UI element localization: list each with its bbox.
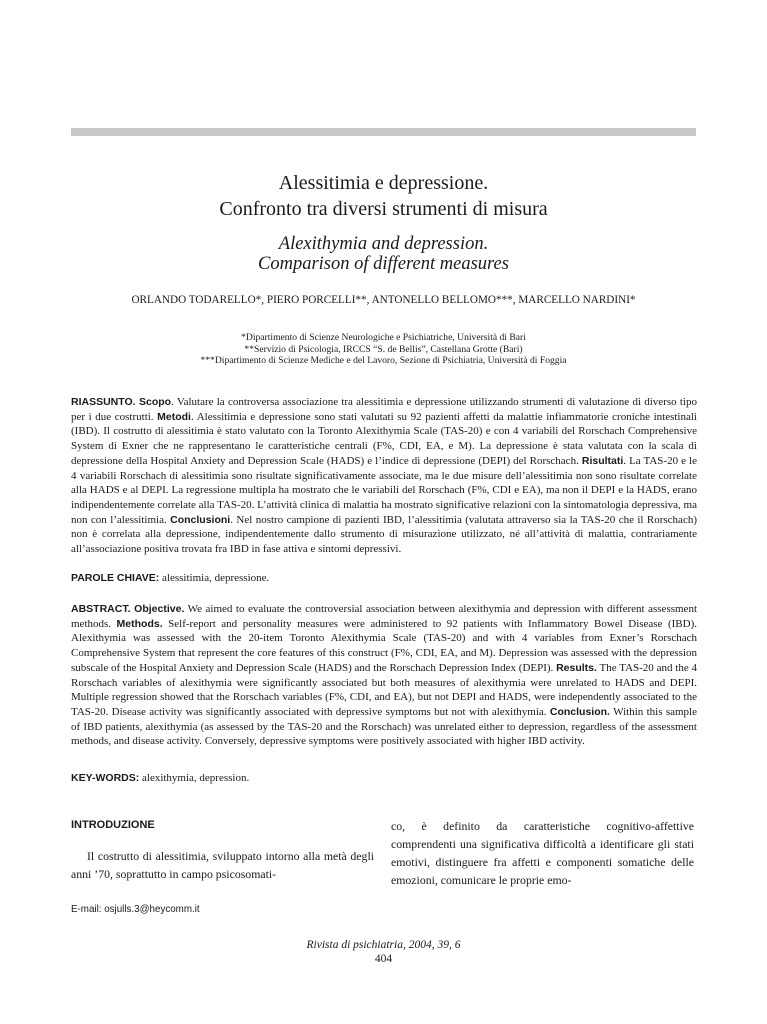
parole-chiave-text: alessitimia, depressione. — [159, 572, 270, 584]
abstract-conclusion-label: Conclusion. — [549, 705, 610, 718]
intro-left-column — [71, 847, 374, 883]
key-words-text: alexithymia, depression. — [139, 772, 250, 784]
title-en-line-1: Alexithymia and depression. — [278, 234, 489, 254]
affiliation-2: **Servizio di Psicologia, IRCCS “S. de Bellis”, Castellana Grotte (Bari) — [244, 343, 523, 355]
abstract-results-text: The TAS-20 and the 4 Rorschach variables of alexithymia were significantly associated but both measures of alexithymia were unrelated to HADS and DEPI. Multiple regression showed that the Rorschach variables (F%, CDI, and EA), but not DEPI and HADS, were independently associated to the TAS-20. Disease activity was significantly associated with depressive symptoms but not with alexithymia. — [71, 661, 697, 718]
riassunto-scopo-text: . Valutare la controversa associazione tra alessitimia e depressione utilizzando strumenti di valutazione di diverso tipo per i due costrutti. — [71, 396, 697, 423]
abstract-objective-label: ABSTRACT. Objective. — [71, 603, 185, 615]
journal-citation: Rivista di psichiatria, 2004, 39, 6 — [306, 939, 461, 951]
riassunto-scopo-label: RIASSUNTO. Scopo — [71, 396, 172, 408]
title-it-line-1: Alessitimia e depressione. — [278, 172, 489, 194]
riassunto-paragraph — [71, 395, 697, 557]
riassunto-risultati-text: . La TAS-20 e le 4 variabili Rorschach di alessitimia sono risultate significativamente associate, ma le due misure dell’alessitimia non sono risultate correlate alla HADS e al DEPI. La regressione multipla ha mostrato che le variabili del Rorschach (F%, CDI e EA), ma non il DEPI e la HADS, erano indipendentemente correlate alla TAS-20. L’attività clinica di malattia ha mostrato significative relazioni con la sintomatologia depressiva, ma non con l’alessitimia. — [71, 454, 697, 526]
abstract-conclusion-text: Within this sample of IBD patients, alexithymia (as assessed by the TAS-20 and the Rorschach) was unrelated either to depression, regardless of the assessment methods, and disease activity. Conversely, depressive symptoms were positively associated with higher IBD activity. — [71, 705, 697, 748]
riassunto-conclusioni-label: Conclusioni — [170, 513, 231, 526]
author-list: ORLANDO TODARELLO*, PIERO PORCELLI**, ANTONELLO BELLOMO***, MARCELLO NARDINI* — [131, 294, 636, 306]
abstract-objective-text: We aimed to evaluate the controversial association between alexithymia and depression with different assessment methods. — [71, 603, 697, 630]
title-en-line-2: Comparison of different measures — [258, 254, 509, 274]
section-heading-introduzione: INTRODUZIONE — [71, 819, 155, 831]
abstract-methods-text: Self-report and personality measures were administered to 92 patients with Inflammatory Bowel Disease (IBD). Alexithymia was assessed with the 20-item Toronto Alexithymia Scale (TAS-20) and with 4 variables from Exner’s Rorschach Comprehensive System that represent the core features of this construct (F%, CDI, EA, and M). Depression was assessed with the depression subscale of the Hospital Anxiety and Depression Scale (HADS) and the Rorschach Depression Index (DEPI). — [71, 617, 698, 674]
article-title-italian — [40, 170, 727, 222]
title-it-line-2: Confronto tra diversi strumenti di misura — [219, 198, 548, 220]
intro-left-text: Il costrutto di alessitimia, sviluppato intorno alla metà degli anni ’70, soprattutto in campo psicosomati- — [71, 849, 374, 881]
parole-chiave — [71, 571, 697, 585]
abstract-methods-label: Methods. — [116, 617, 163, 630]
intro-right-column: co, è definito da caratteristiche cognitivo-affettive comprendenti una significativa difficoltà a identificare gli stati emotivi, distinguere fra affetti e componenti somatiche delle emozioni, comunicare le proprie emo- — [391, 819, 694, 887]
contact-email: E-mail: osjulls.3@heycomm.it — [71, 904, 200, 915]
abstract-paragraph — [71, 602, 697, 749]
affiliation-3: ***Dipartimento di Scienze Mediche e del Lavoro, Sezione di Psichiatria, Università di Foggia — [200, 355, 567, 366]
affiliations — [20, 332, 747, 367]
header-rule — [71, 128, 696, 136]
abstract-results-label: Results. — [556, 661, 597, 674]
parole-chiave-label: PAROLE CHIAVE: — [71, 572, 160, 584]
affiliation-1: *Dipartimento di Scienze Neurologiche e Psichiatriche, Università di Bari — [241, 332, 526, 343]
riassunto-risultati-label: Risultati — [581, 454, 624, 467]
key-words — [71, 771, 697, 785]
riassunto-metodi-text: . Alessitimia e depressione sono stati valutati su 92 pazienti affetti da malattie infiammatorie croniche intestinali (IBD). Il costrutto di alessitimia è stato valutato con la Toronto Alexithymia Scale (TAS-20) e con 4 variabili del Rorschach Comprehensive System di Exner che ne rappresentano le caratteristiche centrali (F%, CDI, EA, e M). La depressione è stata valutata con la scala di depressione della Hospital Anxiety and Depression Scale (HADS) e l’indice di depressione (DEPI) del Rorschach. — [71, 410, 697, 467]
key-words-label: KEY-WORDS: — [71, 772, 140, 784]
riassunto-metodi-label: Metodi — [157, 410, 191, 423]
article-title-english — [40, 234, 727, 274]
riassunto-conclusioni-text: . Nel nostro campione di pazienti IBD, l’alessitimia (valutata attraverso sia la TAS-20 che il Rorschach) non è correlata alla depressione, indipendentemente dallo strumento di misurazione utilizzato, né all’attività di malattia, contrariamente all’associazione positiva trovata fra IBD in fase attiva e sintomi depressivi. — [71, 513, 697, 556]
page-number: 404 — [374, 953, 393, 965]
